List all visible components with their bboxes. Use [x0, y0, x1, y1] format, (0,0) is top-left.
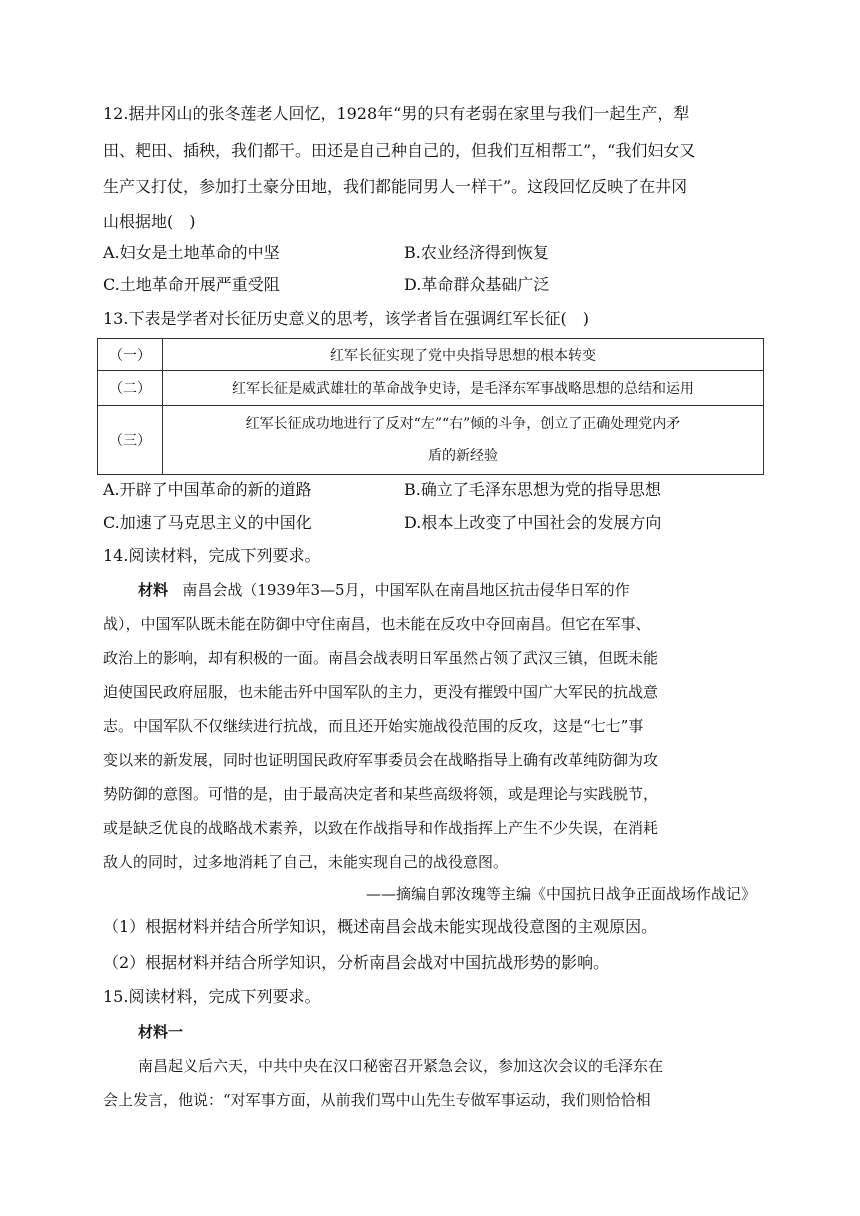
q14-material-line-9: 敌人的同时，过多地消耗了自己，未能实现自己的战役意图。	[103, 853, 509, 871]
q13-option-a: A.开辟了中国革命的新的道路	[103, 480, 312, 499]
q14-material-line-6: 变以来的新发展，同时也证明国民政府军事委员会在战略指导上确有改革纯防御为攻	[103, 751, 659, 769]
table-row-text-line: 红军长征成功地进行了反对“左”“右”倾的斗争，创立了正确处理党内矛	[245, 416, 681, 432]
q12-option-b: B.农业经济得到恢复	[404, 243, 549, 262]
q14-material-label: 材料	[138, 581, 169, 599]
q14-material-line-4: 迫使国民政府屈服，也未能击歼中国军队的主力，更没有摧毁中国广大军民的抗战意	[103, 683, 659, 701]
q14-source: ——摘编自郭汝瑰等主编《中国抗日战争正面战场作战记》	[365, 885, 756, 903]
q12-line-4: 山根据地( )	[103, 212, 196, 231]
q14-material-text: 南昌会战（1939年3—5月，中国军队在南昌地区抗击侵华日军的作	[182, 581, 630, 599]
table-row-key: （三）	[98, 406, 163, 475]
q12-option-d: D.革命群众基础广泛	[404, 275, 550, 294]
q13-option-b: B.确立了毛泽东思想为党的指导思想	[404, 480, 661, 499]
table-row-text	[163, 406, 764, 475]
table-row-key: （二）	[98, 371, 163, 406]
q15-stem: 15.阅读材料，完成下列要求。	[103, 987, 321, 1006]
q13-option-c: C.加速了马克思主义的中国化	[103, 513, 312, 532]
q14-question-2: （2）根据材料并结合所学知识，分析南昌会战对中国抗战形势的影响。	[103, 953, 610, 972]
q14-material-line-8: 或是缺乏优良的战略战术素养，以致在作战指导和作战指挥上产生不少失误，在消耗	[103, 819, 659, 837]
table-row	[98, 339, 764, 371]
q14-material-line-5: 志。中国军队不仅继续进行抗战，而且还开始实施战役范围的反攻，这是“七七”事	[103, 717, 644, 735]
table-row	[98, 406, 764, 475]
q14-material-line-7: 势防御的意图。可惜的是，由于最高决定者和某些高级将领，或是理论与实践脱节，	[103, 785, 659, 803]
table-row	[98, 371, 764, 406]
q12-option-c: C.土地革命开展严重受阻	[103, 275, 280, 294]
q15-material-label: 材料一	[138, 1023, 184, 1041]
q12-option-a: A.妇女是土地革命的中坚	[103, 243, 280, 262]
q15-material-line-2: 会上发言，他说：“对军事方面，从前我们骂中山先生专做军事运动，我们则恰恰相	[103, 1091, 651, 1109]
table-row-text: 红军长征实现了党中央指导思想的根本转变	[163, 339, 764, 371]
q13-table	[97, 338, 764, 475]
q12-line-1: 12.据井冈山的张冬莲老人回忆，1928年“男的只有老弱在家里与我们一起生产，犁	[103, 104, 690, 123]
q14-material-line-3: 政治上的影响，却有积极的一面。南昌会战表明日军虽然占领了武汉三镇，但既未能	[103, 649, 659, 667]
q15-material-line-1: 南昌起义后六天，中共中央在汉口秘密召开紧急会议，参加这次会议的毛泽东在	[138, 1057, 664, 1075]
q12-line-2: 田、耙田、插秧，我们都干。田还是自己种自己的，但我们互相帮工”，“我们妇女又	[103, 141, 696, 160]
table-row-text: 红军长征是威武雄壮的革命战争史诗，是毛泽东军事战略思想的总结和运用	[163, 371, 764, 406]
q14-question-1: （1）根据材料并结合所学知识，概述南昌会战未能实现战役意图的主观原因。	[103, 917, 658, 936]
table-row-key: （一）	[98, 339, 163, 371]
q12-line-3: 生产又打仗，参加打土豪分田地，我们都能同男人一样干”。这段回忆反映了在井冈	[103, 177, 688, 196]
q13-stem: 13.下表是学者对长征历史意义的思考，该学者旨在强调红军长征( )	[103, 309, 589, 328]
table-row-text-line: 盾的新经验	[428, 448, 498, 464]
q14-material-line-1	[138, 580, 788, 600]
q14-stem: 14.阅读材料，完成下列要求。	[103, 546, 321, 565]
q14-material-line-2: 战），中国军队既未能在防御中守住南昌，也未能在反攻中夺回南昌。但它在军事、	[103, 615, 651, 633]
q13-option-d: D.根本上改变了中国社会的发展方向	[404, 513, 662, 532]
